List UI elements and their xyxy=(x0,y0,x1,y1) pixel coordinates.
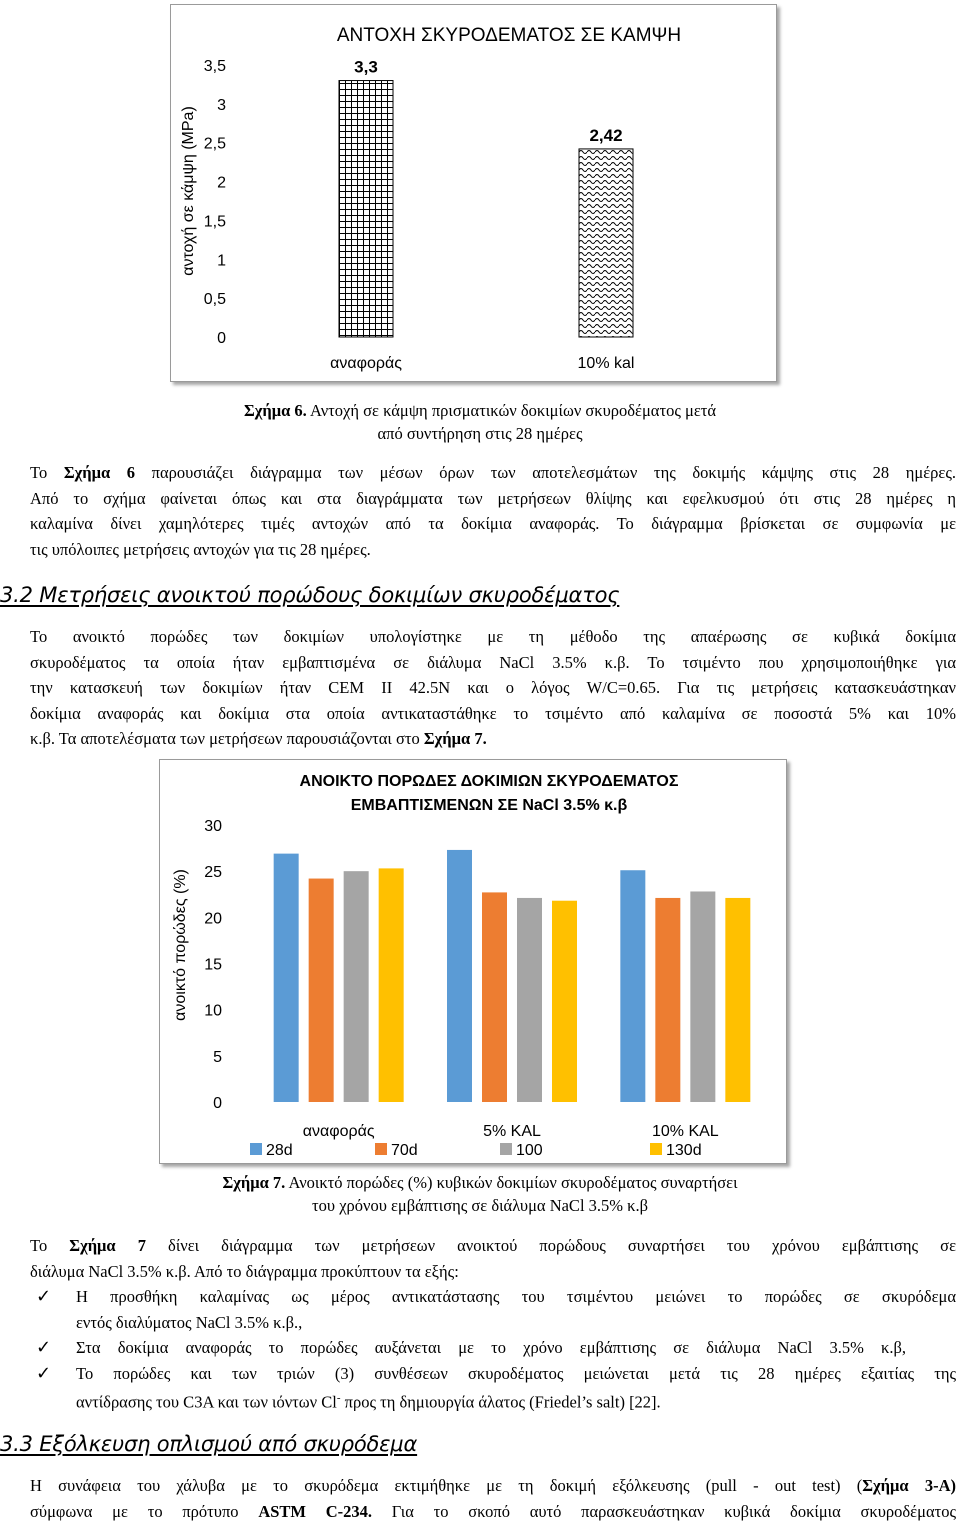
chart1-bar xyxy=(579,149,633,337)
bullet1-line1: Η προσθήκη καλαμίνας ως μέρος αντικατάστασης του τσιμέντου μειώνει το πορώδες σε σκυρόδεμα xyxy=(76,1287,956,1306)
para3-line1-a: Το xyxy=(30,1236,70,1255)
para1-line1-c: παρουσιάζει διάγραμμα των μέσων όρων των αποτελεσμάτων της δοκιμής κάμψης στις 28 ημέρες. xyxy=(135,463,956,482)
chart2-bar xyxy=(344,871,369,1102)
chart2-y-tick-label: 15 xyxy=(204,956,222,974)
bullet1-line2: εντός διαλύματος NaCl 3.5% κ.β., xyxy=(76,1312,303,1332)
chart2-x-tick-label: αναφοράς xyxy=(302,1123,375,1140)
figure7-reference-2: Σχήμα 7 xyxy=(69,1236,146,1255)
chart2-bar xyxy=(482,892,507,1102)
chart1-y-tick-label: 1 xyxy=(217,252,226,270)
paragraph-pull-out-test xyxy=(30,1473,956,1524)
chart1-y-tick-label: 3,5 xyxy=(203,58,226,75)
chart2-y-tick-label: 10 xyxy=(204,1002,222,1020)
open-porosity-chart xyxy=(159,759,787,1164)
chart1-bar xyxy=(339,81,393,337)
chart1-x-tick-label: 10% kal xyxy=(577,355,635,372)
checkmark-icon: ✓ xyxy=(36,1337,52,1358)
para2-line2: σκυροδέματος τα οποία ήταν εμβαπτισμένα σε διάλυμα NaCl 3.5% κ.β. Το τσιμέντο που χρησιμοποιήθηκε για xyxy=(30,652,956,672)
para4-line1-a: Η συνάφεια του χάλυβα με το σκυρόδεμα εκτιμήθηκε με τη δοκιμή εξόλκευσης (pull - out test) ( xyxy=(30,1476,863,1495)
list-item xyxy=(0,1361,956,1416)
chart1-y-axis-label: αντοχή σε κάμψη (MPa) xyxy=(180,106,197,276)
chart2-y-tick-label: 25 xyxy=(204,864,222,882)
chart2-bar xyxy=(274,854,299,1102)
chart2-bar xyxy=(447,850,472,1102)
astm-standard-reference: ASTM C-234. xyxy=(258,1501,373,1521)
chart1-y-tick-label: 3 xyxy=(217,96,226,114)
paragraph-porosity-method xyxy=(30,624,956,752)
chart2-legend-swatch xyxy=(650,1143,662,1155)
chart2-y-tick-label: 0 xyxy=(213,1095,222,1112)
chart2-bar xyxy=(552,901,577,1102)
checkmark-icon: ✓ xyxy=(36,1286,52,1307)
chart2-legend-swatch xyxy=(500,1143,512,1155)
bullet2-line1: Στα δοκίμια αναφοράς το πορώδες αυξάνεται με το χρόνο εμβάπτισης σε διάλυμα NaCl 3.5% κ.β, xyxy=(76,1338,906,1357)
findings-list xyxy=(0,1284,956,1415)
chart1-title: ΑΝΤΟΧΗ ΣΚΥΡΟΔΕΜΑΤΟΣ ΣΕ ΚΑΜΨΗ xyxy=(336,25,682,46)
chart2-title-line2: ΕΜΒΑΠΤΙΣΜΕΝΩΝ ΣΕ NaCl 3.5% κ.β xyxy=(350,797,628,814)
chart2-bar xyxy=(309,879,334,1102)
checkmark-icon: ✓ xyxy=(36,1362,52,1384)
para2-line5-a: κ.β. Τα αποτελέσματα των μετρήσεων παρουσιάζονται στο xyxy=(30,729,424,748)
para2-line3: την κατασκευή των δοκιμίων ήταν CEM II 42.5N και ο λόγος W/C=0.65. Για τις μετρήσεις κατασκευάστηκαν xyxy=(30,678,956,697)
chart2-legend-swatch xyxy=(375,1143,387,1155)
chart2-title-line1: ΑΝΟΙΚΤΟ ΠΟΡΩΔΕΣ ΔΟΚΙΜΙΩΝ ΣΚΥΡΟΔΕΜΑΤΟΣ xyxy=(299,773,679,790)
chart1-y-tick-label: 0,5 xyxy=(203,291,226,309)
chart2-x-tick-label: 10% KAL xyxy=(651,1123,719,1140)
bullet3-line2-a: αντίδρασης του C3A και των ιόντων Cl xyxy=(76,1392,337,1412)
figure6-caption-label: Σχήμα 6. xyxy=(243,401,307,420)
figure6-caption-line1: Αντοχή σε κάμψη πρισματικών δοκιμίων σκυροδέματος μετά xyxy=(310,401,717,420)
figure6-caption xyxy=(0,399,960,445)
chart1-data-label: 2,42 xyxy=(589,125,623,145)
figure6-caption-line2: από συντήρηση στις 28 ημέρες xyxy=(377,424,583,443)
chart2-bar xyxy=(725,898,750,1102)
list-item xyxy=(0,1284,956,1335)
chart2-bar xyxy=(655,898,680,1102)
chart2-bar xyxy=(620,870,645,1102)
chart2-legend-label: 130d xyxy=(666,1142,702,1159)
chart2-y-tick-label: 5 xyxy=(213,1048,222,1066)
chart1-y-tick-label: 1,5 xyxy=(203,213,226,231)
flexural-strength-chart xyxy=(170,4,777,382)
chart2-x-tick-label: 5% KAL xyxy=(483,1123,541,1140)
chart1-data-label: 3,3 xyxy=(354,57,378,77)
figure7-reference: Σχήμα 7. xyxy=(423,729,487,748)
bullet3-line1: Το πορώδες και των τριών (3) συνθέσεων σκυροδέματος μειώνεται μετά τις 28 ημέρες εξαιτίας της xyxy=(76,1363,956,1383)
section-heading-3-3: 3.3 Εξόλκευση οπλισμού από σκυρόδεμα xyxy=(0,1432,418,1456)
figure3a-reference: Σχήμα 3-Α) xyxy=(862,1476,956,1495)
figure6-reference: Σχήμα 6 xyxy=(63,463,136,482)
flexural-strength-chart-svg xyxy=(171,5,776,381)
chart2-bar xyxy=(379,868,404,1102)
chart2-y-tick-label: 30 xyxy=(204,818,222,835)
figure7-caption-label: Σχήμα 7. xyxy=(222,1173,286,1192)
para2-line4: δοκίμια αναφοράς και δοκίμια στα οποία αντικαταστάθηκε το τσιμέντο από καλαμίνα σε ποσοστά 5% και 10% xyxy=(30,703,956,723)
chart2-y-axis-label: ανοικτό πορώδες (%) xyxy=(172,869,189,1021)
chart2-bar xyxy=(517,898,542,1102)
paragraph-figure6-discussion xyxy=(30,460,956,562)
para1-line1-a: Το xyxy=(30,463,64,482)
bullet3-line2-b: προς τη δημιουργία άλατος (Friedel’s salt) [22]. xyxy=(340,1392,661,1412)
chart2-legend-label: 28d xyxy=(266,1142,293,1159)
para1-line4: τις υπόλοιπες μετρήσεις αντοχών για τις 28 ημέρες. xyxy=(30,539,371,559)
chart2-legend-swatch xyxy=(250,1143,262,1155)
chloride-charge-superscript: - xyxy=(336,1392,341,1404)
list-item xyxy=(0,1335,956,1361)
chart2-legend-label: 70d xyxy=(391,1142,418,1159)
para3-line2: διάλυμα NaCl 3.5% κ.β. Από το διάγραμμα προκύπτουν τα εξής: xyxy=(30,1261,459,1281)
paragraph-figure7-discussion xyxy=(30,1233,956,1284)
para3-line1-c: δίνει διάγραμμα των μετρήσεων ανοικτού πορώδους συναρτήσει του χρόνου εμβάπτισης σε xyxy=(145,1236,956,1255)
figure7-caption xyxy=(0,1171,960,1217)
chart2-bar xyxy=(690,891,715,1102)
open-porosity-chart-svg xyxy=(160,760,786,1163)
chart1-y-tick-label: 0 xyxy=(217,330,226,347)
para1-line3: καλαμίνα δίνει χαμηλότερες τιμές αντοχών από τα δοκίμια αναφοράς. Το διάγραμμα βρίσκεται σε συμφωνία με xyxy=(30,514,956,533)
section-heading-3-2: 3.2 Μετρήσεις ανοικτού πορώδους δοκιμίων σκυροδέματος xyxy=(0,583,620,607)
para4-line2-c: Για το σκοπό αυτό παρασκευάστηκαν κυβικά δοκίμια σκυροδέματος xyxy=(372,1501,957,1521)
chart1-x-tick-label: αναφοράς xyxy=(330,355,402,372)
chart2-y-tick-label: 20 xyxy=(204,910,222,928)
para2-line1: Το ανοικτό πορώδες των δοκιμίων υπολογίστηκε με τη μέθοδο της απαέρωσης σε κυβικά δοκίμια xyxy=(30,627,956,646)
chart1-y-tick-label: 2,5 xyxy=(203,135,226,153)
para1-line2: Από το σχήμα φαίνεται όπως και στα διαγράμματα των μετρήσεων θλίψης και εφελκυσμού ότι στις 28 ημέρες η xyxy=(30,488,956,508)
para4-line2-a: σύμφωνα με το πρότυπο xyxy=(30,1501,259,1521)
figure7-caption-line2: του χρόνου εμβάπτισης σε διάλυμα NaCl 3.5% κ.β xyxy=(312,1196,648,1215)
chart1-y-tick-label: 2 xyxy=(217,174,226,192)
chart2-legend-label: 100 xyxy=(516,1142,543,1159)
figure7-caption-line1: Ανοικτό πορώδες (%) κυβικών δοκιμίων σκυροδέματος συναρτήσει xyxy=(288,1173,738,1192)
